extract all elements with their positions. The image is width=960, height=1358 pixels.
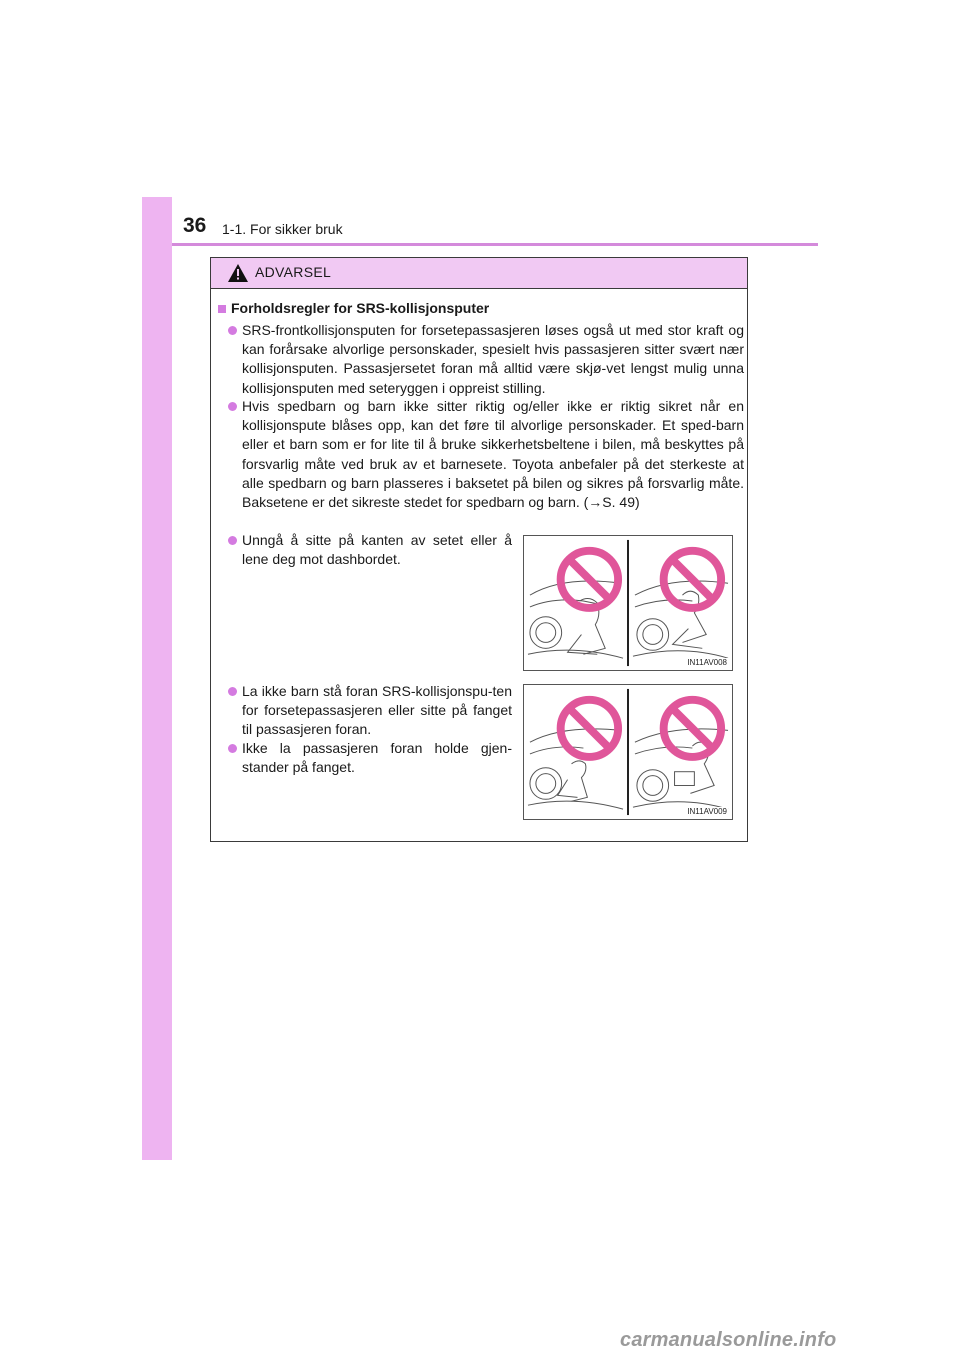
list-item-text: Ikke la passasjeren foran holde gjen-stander på fanget. [242, 740, 512, 776]
list-item [228, 682, 512, 740]
illustration-child-and-lap-objects [523, 684, 733, 820]
warning-heading-text: Forholdsregler for SRS-kollisjonsputer [231, 300, 490, 316]
list-item [228, 397, 744, 512]
page-number: 36 [183, 214, 207, 237]
illustration-leaning-on-dashboard [523, 535, 733, 671]
bullet-dot-icon [228, 536, 237, 545]
header-rule [172, 243, 818, 246]
list-item [228, 531, 512, 569]
section-title: 1-1. For sikker bruk [222, 221, 343, 237]
bullet-dot-icon [228, 326, 237, 335]
list-item-text: Unngå å sitte på kanten av setet eller å lene deg mot dashbordet. [242, 532, 512, 568]
car-interior-illustration [524, 536, 732, 670]
warning-triangle-icon [228, 264, 248, 282]
square-bullet-icon [218, 305, 226, 313]
prohibition-icon [664, 551, 721, 608]
prohibition-icon [561, 700, 618, 757]
side-tab-bar [142, 197, 172, 1160]
warning-label: ADVARSEL [255, 264, 332, 280]
bullet-dot-icon [228, 744, 237, 753]
list-item-text: Hvis spedbarn og barn ikke sitter riktig og/eller ikke er riktig sikret når en kollisjonspute blåses opp, kan det føre til alvorlige personskader. Et sped-barn eller et barn som er for lite til å bruke sikkerhetsbeltene i bilen, må beskyttes på forsvarlig måte ved bruk av et barnesete. Toyota anbefaler på det sterkeste at alle spedbarn og barn plasseres i baksetet på bilen og sikres på forsvarlig måte. Baksetene er det sikreste stedet for spedbarn og barn. (→S. 49) [242, 398, 744, 511]
prohibition-icon [561, 551, 618, 608]
list-item [228, 739, 512, 777]
bullet-dot-icon [228, 687, 237, 696]
warning-header [211, 258, 747, 289]
illustration-code: IN11AV008 [687, 658, 727, 667]
illustration-code: IN11AV009 [687, 807, 727, 816]
watermark: carmanualsonline.info [620, 1329, 837, 1351]
warning-box [210, 257, 748, 842]
car-interior-illustration [524, 685, 732, 819]
warning-heading [215, 300, 489, 316]
bullet-dot-icon [228, 402, 237, 411]
list-item-text: SRS-frontkollisjonsputen for forsetepassasjeren løses også ut med stor kraft og kan forårsake alvorlige personskader, spesielt hvis passasjeren sitter svært nær kollisjonsputen. Passasjersetet foran må alltid være skjø-vet lengst mulig unna kollisjonsputen med seteryggen i oppreist stilling. [242, 322, 744, 396]
list-item-text: La ikke barn stå foran SRS-kollisjonspu-ten for forsetepassasjeren eller sitte på fanget til passasjeren foran. [242, 683, 512, 738]
list-item [228, 321, 744, 398]
prohibition-icon [664, 700, 721, 757]
